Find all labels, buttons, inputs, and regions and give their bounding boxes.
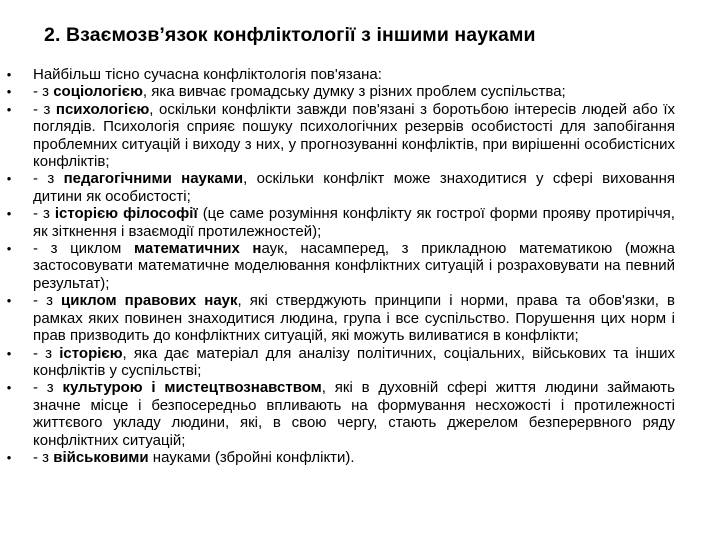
item-text: - з xyxy=(33,292,62,310)
bullet-item-mathematics xyxy=(0,240,675,292)
bullet-icon: • xyxy=(6,449,12,465)
item-text: - з xyxy=(33,100,56,118)
emphasis-term: історією xyxy=(59,344,123,362)
emphasis-term: військовими xyxy=(53,448,149,466)
bullet-icon: • xyxy=(6,293,12,309)
emphasis-term: історією філософії xyxy=(54,205,198,223)
bullet-icon: • xyxy=(6,84,12,100)
bullet-icon: • xyxy=(6,101,12,117)
item-text: - з xyxy=(33,448,54,466)
bullet-item-military xyxy=(0,449,675,466)
bullet-icon: • xyxy=(6,67,12,82)
item-text: , які стверджують принципи і норми, права та обов'язки, в рамках яких повинен знаходитися людина, група і все суспільство. Порушення цих норм і прав призводить до конфліктних ситуацій, які можуть виливатися в конфлікти; xyxy=(33,292,675,345)
intro-text: Найбільш тісно сучасна конфліктологія пов'язана: xyxy=(33,66,382,83)
item-text: , оскільки конфлікти завжди пов'язані з боротьбою інтересів людей або їх поглядів. Психологія сприяє пошуку психологічних резервів особистості для запобігання проблемних ситуацій і виходу з них, у прогнозуванні конфліктів, при вирішенні особистісних конфліктів; xyxy=(33,100,675,171)
bullet-item-history xyxy=(0,345,675,380)
bullet-item-pedagogy xyxy=(0,170,675,205)
bullet-item-law xyxy=(0,292,675,344)
item-text: , які в духовній сфері життя людини займають значне місце і безпосередньо впливають на формування несхожості і протилежності життєвого укладу людини, які, в свою чергу, стають джерелом безперервного ряду конфліктних ситуацій; xyxy=(33,379,675,449)
bullet-icon: • xyxy=(6,171,12,187)
bullet-list xyxy=(0,66,720,466)
item-text: - з xyxy=(33,170,64,188)
emphasis-term: педагогічними науками xyxy=(63,170,244,188)
item-text: - з xyxy=(33,379,63,397)
bullet-item-intro xyxy=(0,66,675,83)
item-text: - з циклом xyxy=(33,240,134,258)
slide-title: 2. Взаємозв’язок конфліктології з іншими науками xyxy=(44,24,536,46)
bullet-item-philosophy xyxy=(0,205,675,240)
bullet-item-culture xyxy=(0,379,675,449)
bullet-icon: • xyxy=(6,206,12,222)
bullet-icon: • xyxy=(6,241,12,257)
emphasis-term: культурою і мистецтвознавством xyxy=(62,379,322,397)
item-text: , яка вивчає громадську думку з різних проблем суспільства; xyxy=(142,83,566,101)
emphasis-term: математичних н xyxy=(133,240,262,258)
emphasis-term: психологією xyxy=(55,100,150,118)
item-text: аук, насамперед, з прикладною математикою (можна застосовувати математичне моделювання конфліктних ситуацій і розраховувати на певний результат); xyxy=(33,240,675,292)
item-text: , оскільки конфлікт може знаходитися у сфері виховання дитини як особистості; xyxy=(33,170,675,205)
emphasis-term: соціологією xyxy=(53,83,143,101)
bullet-icon: • xyxy=(6,345,12,361)
item-text: , яка дає матеріал для аналізу політичних, соціальних, військових та інших конфліктів у суспільстві; xyxy=(33,344,675,379)
bullet-item-psychology xyxy=(0,101,675,171)
bullet-icon: • xyxy=(6,380,12,396)
item-text: - з xyxy=(33,205,55,223)
bullet-item-sociology xyxy=(0,83,675,100)
emphasis-term: циклом правових наук xyxy=(61,292,238,310)
item-text: - з xyxy=(33,344,60,362)
item-text: науками (збройні конфлікти). xyxy=(148,448,355,466)
item-text: (це саме розуміння конфлікту як гострої форми прояву протиріччя, як зіткнення і взаємодії протилежностей); xyxy=(33,205,675,240)
item-text: - з xyxy=(33,83,54,101)
